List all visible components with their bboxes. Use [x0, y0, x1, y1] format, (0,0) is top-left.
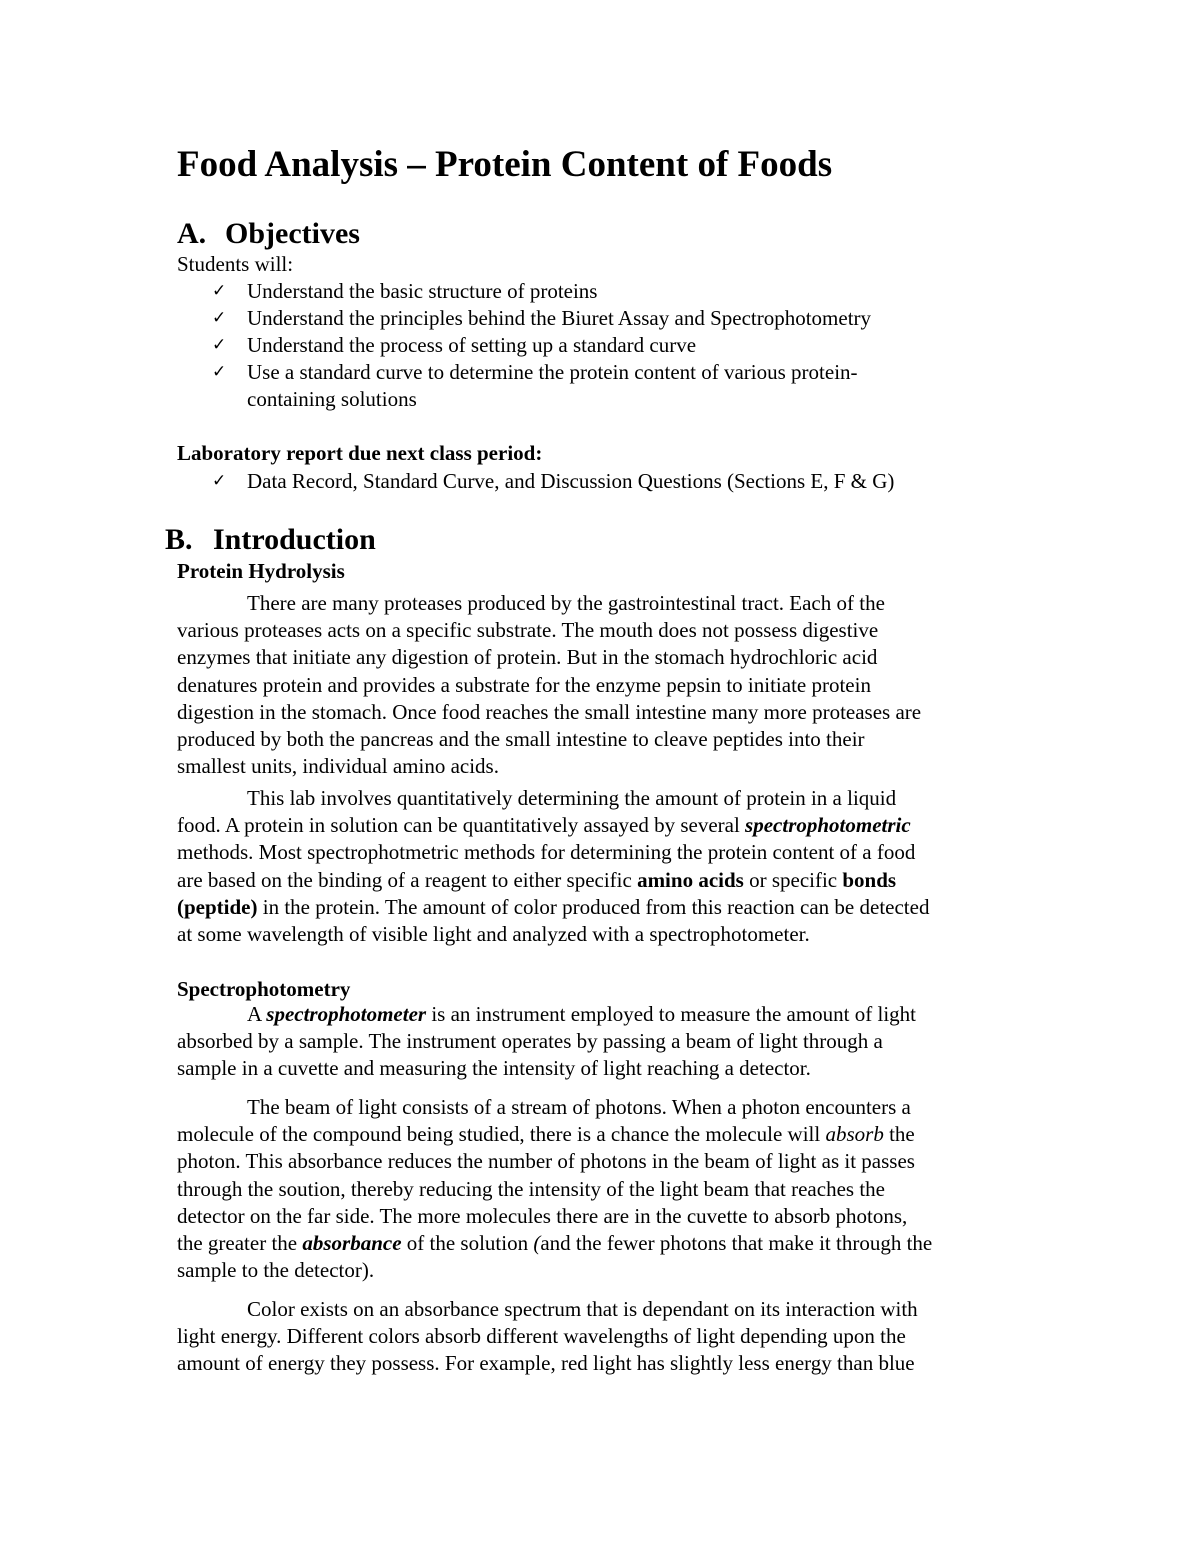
- section-b-letter: B.: [165, 523, 193, 556]
- term-amino-acids: amino acids: [637, 867, 744, 892]
- page-title: Food Analysis – Protein Content of Foods: [177, 144, 833, 185]
- checkmark-icon: ✓: [212, 308, 227, 328]
- checkmark-icon: ✓: [212, 335, 227, 355]
- objective-item: ✓ Understand the process of setting up a standard curve: [212, 333, 697, 357]
- hydrolysis-paragraph: There are many proteases produced by the gastrointestinal tract. Each of the various proteases acts on a specific substrate. The mouth does not possess digestive enzymes that initiate any digestion of protein. But in the stomach hydrochloric acid denatures protein and provides a substrate for the enzyme pepsin to initiate protein digestion in the stomach. Once food reaches the small intestine many more proteases are produced by both the pancreas and the small intestine to cleave peptides into their smallest units, individual amino acids.: [177, 591, 922, 779]
- term-absorbance: absorbance: [302, 1230, 402, 1255]
- report-heading: Laboratory report due next class period:: [177, 441, 543, 465]
- section-a-title: Objectives: [225, 217, 360, 250]
- section-a-heading: [177, 214, 360, 254]
- report-list: [177, 468, 1077, 495]
- checkmark-icon: ✓: [212, 362, 227, 382]
- term-absorb: absorb: [825, 1122, 884, 1147]
- assay-paragraph: This lab involves quantitatively determining the amount of protein in a liquid food. A protein in solution can be quantitatively assayed by several spectrophotometric methods. Most spectrophotmetric methods for determining the protein content of a food are based on the binding of a reagent to either specific amino acids or specific bonds (peptide) in the protein. The amount of color produced from this reaction can be detected at some wavelength of visible light and analyzed with a spectrophotometer.: [177, 786, 930, 946]
- section-b-heading: [165, 520, 376, 560]
- spectrophotometry-heading: Spectrophotometry: [177, 977, 351, 1001]
- section-b-title: Introduction: [213, 523, 376, 556]
- checkmark-icon: ✓: [212, 471, 227, 491]
- term-peptide: (peptide): [177, 894, 258, 919]
- term-spectrophotometric: spectrophotometric: [745, 813, 911, 838]
- term-spectrophotometer: spectrophotometer: [266, 1002, 427, 1026]
- report-item: ✓ Data Record, Standard Curve, and Discussion Questions (Sections E, F & G): [212, 469, 895, 493]
- objective-item: ✓ Use a standard curve to determine the protein content of various protein- containing solutions: [212, 360, 858, 411]
- term-bonds: bonds: [842, 867, 897, 892]
- checkmark-icon: ✓: [212, 281, 227, 301]
- objectives-list: [177, 278, 1077, 413]
- hydrolysis-heading: Protein Hydrolysis: [177, 559, 345, 583]
- objective-item: ✓ Understand the basic structure of proteins: [212, 279, 598, 303]
- spectrophotometer-paragraph: A spectrophotometer is an instrument employed to measure the amount of light absorbed by a sample. The instrument operates by passing a beam of light through a sample in a cuvette and measuring the intensity of light reaching a detector.: [177, 1002, 916, 1081]
- objectives-intro: Students will:: [177, 252, 294, 276]
- color-paragraph: Color exists on an absorbance spectrum that is dependant on its interaction with light energy. Different colors absorb different wavelengths of light depending upon the amount of energy they possess. For example, red light has slightly less energy than blue: [177, 1297, 918, 1376]
- objective-item: ✓ Understand the principles behind the Biuret Assay and Spectrophotometry: [212, 306, 872, 330]
- photon-paragraph: The beam of light consists of a stream of photons. When a photon encounters a molecule of the compound being studied, there is a chance the molecule will absorb the photon. This absorbance reduces the number of photons in the beam of light as it passes through the soution, thereby reducing the intensity of the light beam that reaches the detector on the far side. The more molecules there are in the cuvette to absorb photons, the greater the absorbance of the solution (and the fewer photons that make it through the sample to the detector).: [177, 1095, 933, 1283]
- section-a-letter: A.: [177, 217, 207, 250]
